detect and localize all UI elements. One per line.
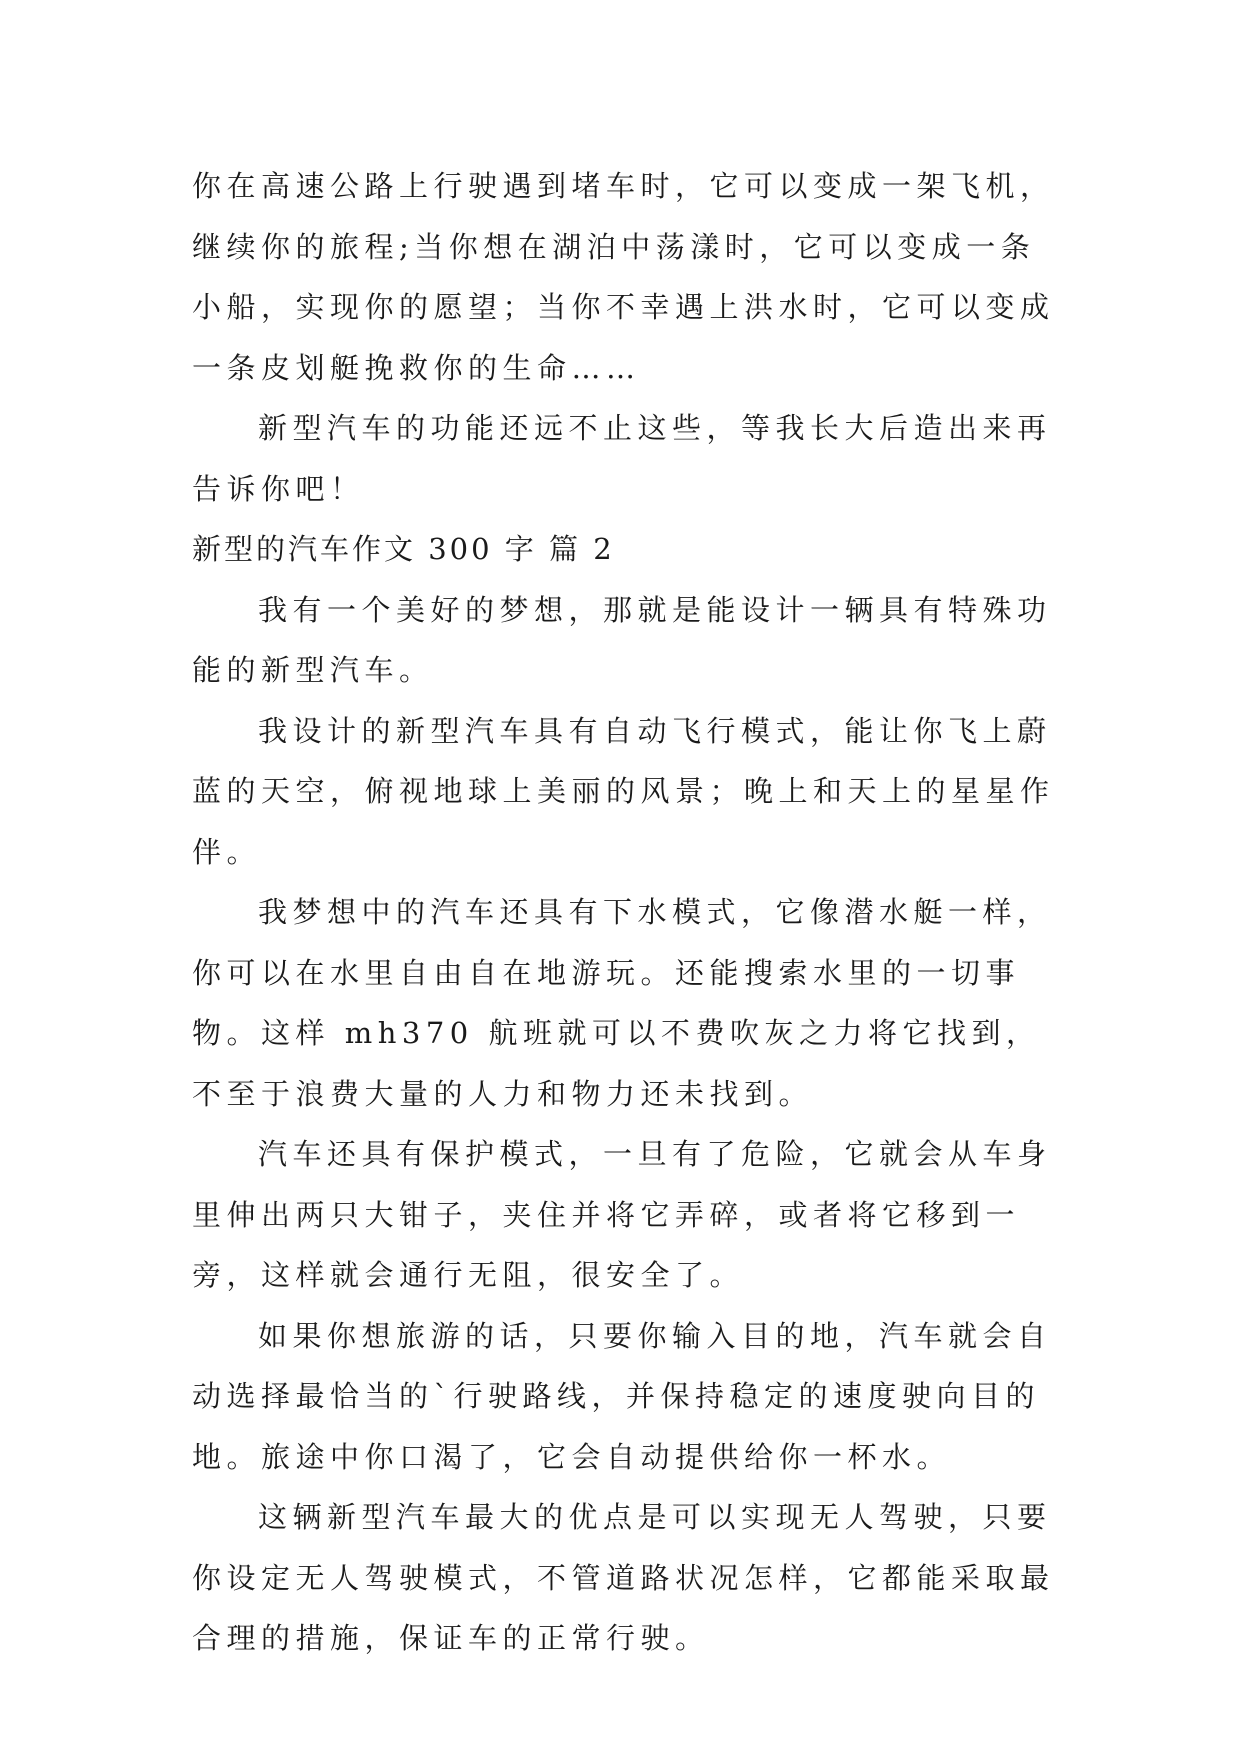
section-heading: 新型的汽车作文 300 字 篇 2 — [192, 532, 615, 566]
paragraph: 我设计的新型汽车具有自动飞行模式，能让你飞上蔚蓝的天空，俯视地球上美丽的风景；晚上和天上的星星作伴。 — [192, 713, 1055, 869]
paragraph: 我有一个美好的梦想，那就是能设计一辆具有特殊功能的新型汽车。 — [192, 592, 1052, 687]
paragraph: 我梦想中的汽车还具有下水模式，它像潜水艇一样，你可以在水里自由自在地游玩。还能搜索水里的一切事物。这样 mh370 航班就可以不费吹灰之力将它找到，不至于浪费大量的人力和物力还未找到。 — [192, 895, 1052, 1111]
document-body — [192, 156, 1062, 1669]
paragraph: 如果你想旅游的话，只要你输入目的地，汽车就会自动选择最恰当的`行驶路线，并保持稳定的速度驶向目的地。旅途中你口渴了，它会自动提供给你一杯水。 — [192, 1318, 1052, 1474]
paragraph-continuation: 你在高速公路上行驶遇到堵车时，它可以变成一架飞机，继续你的旅程;当你想在湖泊中荡漾时，它可以变成一条小船，实现你的愿望；当你不幸遇上洪水时，它可以变成一条皮划艇挽救你的生命…… — [192, 169, 1055, 385]
paragraph: 这辆新型汽车最大的优点是可以实现无人驾驶，只要你设定无人驾驶模式，不管道路状况怎样，它都能采取最合理的措施，保证车的正常行驶。 — [192, 1500, 1055, 1655]
paragraph: 汽车还具有保护模式，一旦有了危险，它就会从车身里伸出两只大钳子，夹住并将它弄碎，或者将它移到一旁，这样就会通行无阻，很安全了。 — [192, 1137, 1052, 1292]
paragraph-closing: 新型汽车的功能还远不止这些，等我长大后造出来再告诉你吧！ — [192, 411, 1052, 506]
